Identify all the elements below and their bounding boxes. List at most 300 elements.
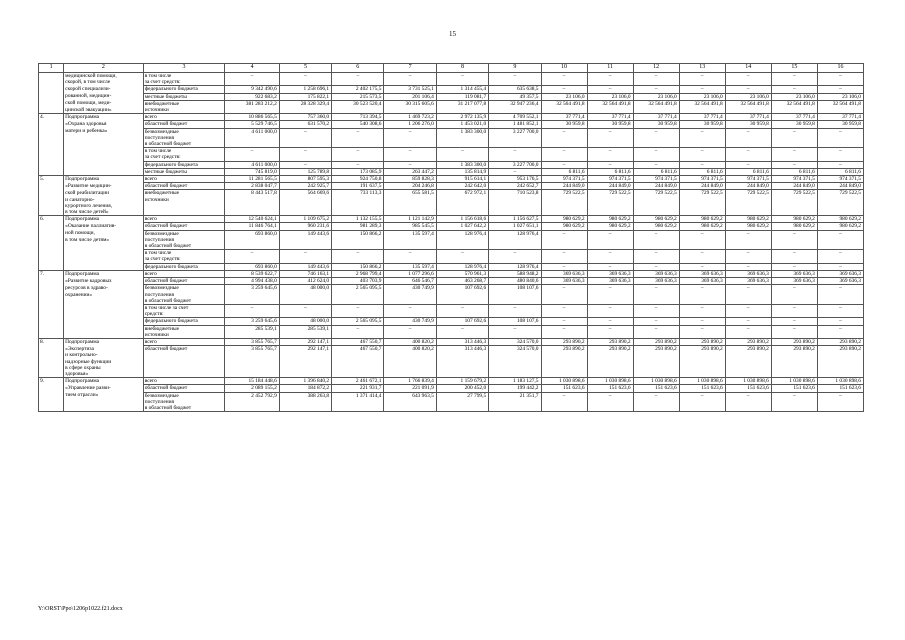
amount-cell: 467 550,7: [332, 338, 384, 345]
table-row: [39, 332, 864, 339]
amount-cell: 953 176,5: [489, 176, 541, 183]
amount-cell: 30 959,8: [725, 121, 771, 128]
amount-cell: 324 570,0: [489, 338, 541, 345]
amount-cell: 1 156 618,6: [436, 216, 488, 223]
program-name-cell: медицинской помощи,: [64, 73, 144, 80]
amount-cell: –: [279, 128, 331, 135]
amount-cell: –: [332, 128, 384, 135]
table-row: [39, 141, 864, 148]
amount-cell: –: [817, 318, 863, 325]
amount-cell: [436, 141, 488, 148]
amount-cell: [633, 154, 679, 161]
amount-cell: –: [384, 148, 436, 155]
amount-cell: [332, 332, 384, 339]
amount-cell: 199 442,2: [489, 385, 541, 392]
amount-cell: 21 351,7: [489, 392, 541, 399]
table-row: [39, 128, 864, 135]
amount-cell: –: [436, 73, 488, 80]
amount-cell: [771, 209, 817, 216]
amount-cell: 369 636,3: [541, 278, 587, 285]
amount-cell: –: [436, 325, 488, 332]
program-name-cell: матери и ребенка»: [64, 128, 144, 135]
amount-cell: [817, 154, 863, 161]
funding-source-cell: местные бюджеты: [143, 93, 225, 100]
amount-cell: 292 147,1: [279, 346, 331, 353]
program-number-cell: [39, 304, 64, 311]
amount-cell: –: [633, 128, 679, 135]
program-number-cell: [39, 298, 64, 305]
amount-cell: –: [587, 128, 633, 135]
amount-cell: [725, 141, 771, 148]
program-number-cell: [39, 371, 64, 378]
funding-source-cell: всего: [143, 338, 225, 345]
amount-cell: 293 890,2: [771, 346, 817, 353]
amount-cell: –: [332, 73, 384, 80]
amount-cell: 23 106,0: [817, 93, 863, 100]
funding-source-cell: в том числе: [143, 250, 225, 257]
amount-cell: [225, 154, 279, 161]
amount-cell: –: [771, 73, 817, 80]
amount-cell: –: [771, 392, 817, 399]
amount-cell: [725, 154, 771, 161]
amount-cell: [633, 371, 679, 378]
amount-cell: –: [817, 148, 863, 155]
amount-cell: [541, 209, 587, 216]
program-name-cell: ской реабилитации: [64, 190, 144, 197]
amount-cell: 729 522,5: [587, 190, 633, 197]
funding-source-cell: в том числе: [143, 73, 225, 80]
program-name-cell: [64, 141, 144, 148]
table-row: [39, 183, 864, 190]
amount-cell: [225, 107, 279, 114]
amount-cell: 807 595,3: [279, 176, 331, 183]
funding-source-cell: поступления: [143, 399, 225, 405]
funding-source-cell: в том числе: [143, 148, 225, 155]
amount-cell: 293 890,2: [633, 338, 679, 345]
amount-cell: 128 976,4: [489, 230, 541, 237]
column-number-cell: 11: [587, 64, 633, 73]
program-name-cell: [64, 161, 144, 168]
funding-source-cell: [143, 371, 225, 378]
amount-cell: [679, 256, 725, 263]
amount-cell: 974 371,5: [633, 176, 679, 183]
amount-cell: –: [725, 263, 771, 270]
program-number-cell: 8.: [39, 338, 64, 345]
amount-cell: 242 925,7: [279, 183, 331, 190]
amount-cell: 980 629,2: [725, 216, 771, 223]
funding-source-cell: в том числе за счет: [143, 304, 225, 311]
amount-cell: –: [587, 86, 633, 93]
program-number-cell: [39, 168, 64, 175]
amount-cell: 974 371,5: [771, 176, 817, 183]
amount-cell: –: [679, 73, 725, 80]
column-number-cell: 4: [225, 64, 279, 73]
amount-cell: [384, 141, 436, 148]
amount-cell: –: [679, 304, 725, 311]
amount-cell: 6 811,6: [633, 168, 679, 175]
amount-cell: 713 394,5: [332, 114, 384, 121]
funding-source-cell: в областной бюджет: [143, 405, 225, 412]
amount-cell: 6 811,6: [817, 168, 863, 175]
amount-cell: 12 540 624,1: [225, 216, 279, 223]
amount-cell: 150 866,2: [332, 263, 384, 270]
amount-cell: 242 642,0: [436, 183, 488, 190]
amount-cell: [279, 311, 331, 318]
amount-cell: 467 550,7: [332, 346, 384, 353]
amount-cell: –: [679, 148, 725, 155]
amount-cell: [332, 371, 384, 378]
amount-cell: 23 106,0: [679, 93, 725, 100]
amount-cell: 293 890,2: [541, 346, 587, 353]
amount-cell: –: [541, 285, 587, 292]
amount-cell: 693 860,0: [225, 230, 279, 237]
column-number-cell: 7: [384, 64, 436, 73]
amount-cell: 1 077 296,6: [384, 270, 436, 277]
amount-cell: 150 866,2: [332, 230, 384, 237]
amount-cell: 3 855 765,7: [225, 346, 279, 353]
column-number-cell: 9: [489, 64, 541, 73]
amount-cell: [489, 405, 541, 412]
amount-cell: 293 890,2: [679, 346, 725, 353]
amount-cell: [541, 332, 587, 339]
program-name-cell: «Развитие медицин-: [64, 183, 144, 190]
amount-cell: 30 959,8: [541, 121, 587, 128]
table-row: [39, 190, 864, 197]
amount-cell: 119 081,7: [436, 93, 488, 100]
amount-cell: 672 972,1: [436, 190, 488, 197]
amount-cell: 480 840,6: [489, 278, 541, 285]
amount-cell: 729 522,5: [633, 190, 679, 197]
amount-cell: [279, 371, 331, 378]
amount-cell: 974 371,5: [725, 176, 771, 183]
amount-cell: –: [633, 318, 679, 325]
funding-source-cell: внебюджетные: [143, 100, 225, 107]
program-number-cell: [39, 285, 64, 292]
amount-cell: 369 636,3: [771, 270, 817, 277]
amount-cell: [332, 298, 384, 305]
amount-cell: –: [633, 148, 679, 155]
amount-cell: –: [436, 304, 488, 311]
amount-cell: 30 315 605,6: [384, 100, 436, 107]
amount-cell: –: [679, 263, 725, 270]
amount-cell: 980 629,2: [817, 216, 863, 223]
amount-cell: –: [679, 230, 725, 237]
amount-cell: 244 849,0: [679, 183, 725, 190]
amount-cell: 30 959,8: [587, 121, 633, 128]
amount-cell: [633, 311, 679, 318]
amount-cell: –: [679, 250, 725, 257]
amount-cell: –: [633, 86, 679, 93]
amount-cell: [633, 79, 679, 86]
amount-cell: –: [384, 161, 436, 168]
amount-cell: –: [679, 128, 725, 135]
amount-cell: [817, 298, 863, 305]
amount-cell: [279, 243, 331, 250]
amount-cell: 400 820,2: [384, 346, 436, 353]
amount-cell: 8 539 622,7: [225, 270, 279, 277]
amount-cell: 37 771,4: [541, 114, 587, 121]
program-number-cell: [39, 278, 64, 285]
program-name-cell: в том числе детей»: [64, 209, 144, 216]
program-name-cell: [64, 405, 144, 412]
amount-cell: [679, 141, 725, 148]
program-number-cell: [39, 318, 64, 325]
amount-cell: –: [725, 148, 771, 155]
amount-cell: –: [633, 250, 679, 257]
amount-cell: 184 872,2: [279, 385, 331, 392]
program-number-cell: 9.: [39, 378, 64, 385]
funding-source-cell: всего: [143, 176, 225, 183]
funding-source-cell: федерального бюджета: [143, 86, 225, 93]
amount-cell: [587, 79, 633, 86]
funding-source-cell: областной бюджет: [143, 385, 225, 392]
amount-cell: –: [279, 161, 331, 168]
amount-cell: –: [725, 73, 771, 80]
program-name-cell: Подпрограмма: [64, 270, 144, 277]
amount-cell: 1 469 723,2: [384, 114, 436, 121]
program-name-cell: ской помощи, меди-: [64, 100, 144, 107]
program-name-cell: [64, 325, 144, 332]
amount-cell: [771, 79, 817, 86]
funding-source-cell: областной бюджет: [143, 121, 225, 128]
amount-cell: [489, 311, 541, 318]
amount-cell: –: [679, 86, 725, 93]
amount-cell: 369 636,3: [587, 270, 633, 277]
amount-cell: [541, 405, 587, 412]
amount-cell: –: [725, 128, 771, 135]
program-number-cell: [39, 230, 64, 237]
amount-cell: 980 629,2: [633, 216, 679, 223]
amount-cell: 8 443 517,8: [225, 190, 279, 197]
amount-cell: [587, 209, 633, 216]
funding-source-cell: областной бюджет: [143, 183, 225, 190]
amount-cell: 37 771,4: [587, 114, 633, 121]
amount-cell: [225, 332, 279, 339]
table-row: [39, 346, 864, 353]
amount-cell: [279, 256, 331, 263]
amount-cell: 710 523,8: [489, 190, 541, 197]
amount-cell: –: [725, 285, 771, 292]
funding-source-cell: за счет средств:: [143, 79, 225, 86]
amount-cell: –: [587, 318, 633, 325]
funding-source-cell: поступления: [143, 292, 225, 298]
amount-cell: [771, 154, 817, 161]
program-name-cell: «Охрана здоровья: [64, 121, 144, 128]
amount-cell: 4 709 552,1: [489, 114, 541, 121]
amount-cell: 980 629,2: [725, 223, 771, 230]
amount-cell: [679, 332, 725, 339]
amount-cell: 244 849,0: [725, 183, 771, 190]
program-name-cell: ресурсов в здраво-: [64, 285, 144, 292]
amount-cell: –: [633, 161, 679, 168]
amount-cell: 293 890,2: [725, 338, 771, 345]
amount-cell: 4 994 438,0: [225, 278, 279, 285]
amount-cell: 430 749,9: [384, 318, 436, 325]
amount-cell: 244 849,0: [541, 183, 587, 190]
amount-cell: 1 030 898,6: [817, 378, 863, 385]
amount-cell: 244 849,0: [771, 183, 817, 190]
amount-cell: [332, 405, 384, 412]
amount-cell: 23 106,0: [725, 93, 771, 100]
program-name-cell: скорой, в том числе: [64, 79, 144, 86]
amount-cell: [384, 107, 436, 114]
table-row: [39, 256, 864, 263]
amount-cell: –: [225, 304, 279, 311]
amount-cell: –: [817, 73, 863, 80]
amount-cell: [332, 256, 384, 263]
program-number-cell: [39, 79, 64, 86]
program-number-cell: [39, 346, 64, 353]
amount-cell: [225, 209, 279, 216]
program-number-cell: [39, 263, 64, 270]
amount-cell: 369 636,3: [633, 278, 679, 285]
program-number-cell: [39, 183, 64, 190]
amount-cell: 31 217 077,8: [436, 100, 488, 107]
amount-cell: –: [541, 128, 587, 135]
funding-source-cell: местные бюджеты: [143, 168, 225, 175]
amount-cell: –: [725, 392, 771, 399]
amount-cell: 23 106,0: [587, 93, 633, 100]
amount-cell: [771, 107, 817, 114]
amount-cell: 369 636,3: [771, 278, 817, 285]
program-number-cell: [39, 93, 64, 100]
amount-cell: [725, 332, 771, 339]
program-name-cell: [64, 154, 144, 161]
amount-cell: [771, 371, 817, 378]
table-row: [39, 371, 864, 378]
amount-cell: –: [817, 250, 863, 257]
program-number-cell: [39, 154, 64, 161]
amount-cell: 285 539,1: [279, 325, 331, 332]
table-row: [39, 338, 864, 345]
amount-cell: [436, 209, 488, 216]
amount-cell: 48 000,0: [279, 285, 331, 292]
funding-source-cell: федерального бюджета: [143, 318, 225, 325]
amount-cell: –: [225, 73, 279, 80]
program-number-cell: [39, 86, 64, 93]
amount-cell: 293 890,2: [817, 338, 863, 345]
amount-cell: –: [817, 230, 863, 237]
amount-cell: [279, 107, 331, 114]
program-number-cell: [39, 325, 64, 332]
amount-cell: 293 890,2: [587, 346, 633, 353]
amount-cell: [817, 209, 863, 216]
amount-cell: 430 749,9: [384, 285, 436, 292]
funding-source-cell: федерального бюджета: [143, 161, 225, 168]
amount-cell: –: [633, 263, 679, 270]
amount-cell: [489, 141, 541, 148]
amount-cell: 974 371,5: [541, 176, 587, 183]
table-row: [39, 278, 864, 285]
funding-source-cell: источники: [143, 197, 225, 203]
amount-cell: 1 183 127,5: [489, 378, 541, 385]
amount-cell: –: [725, 250, 771, 257]
amount-cell: –: [771, 86, 817, 93]
amount-cell: [332, 141, 384, 148]
amount-cell: [436, 243, 488, 250]
amount-cell: [225, 298, 279, 305]
amount-cell: 107 692,6: [436, 318, 488, 325]
amount-cell: –: [633, 304, 679, 311]
program-name-cell: тием отрасли»: [64, 392, 144, 399]
amount-cell: 729 522,5: [679, 190, 725, 197]
funding-source-cell: поступления: [143, 237, 225, 243]
program-name-cell: и санаторно-: [64, 197, 144, 203]
column-number-cell: 5: [279, 64, 331, 73]
amount-cell: 11 846 764,1: [225, 223, 279, 230]
amount-cell: [587, 298, 633, 305]
funding-source-cell: безвозмездные: [143, 392, 225, 399]
table-row: [39, 176, 864, 183]
program-name-cell: [64, 243, 144, 250]
amount-cell: [771, 405, 817, 412]
amount-cell: [587, 154, 633, 161]
amount-cell: 135 597,4: [384, 263, 436, 270]
amount-cell: 1 766 839,4: [384, 378, 436, 385]
amount-cell: –: [817, 304, 863, 311]
table-row: [39, 243, 864, 250]
amount-cell: –: [817, 161, 863, 168]
amount-cell: [587, 141, 633, 148]
amount-cell: 2 838 047,7: [225, 183, 279, 190]
column-number-cell: 1: [39, 64, 64, 73]
amount-cell: [384, 154, 436, 161]
amount-cell: 128 976,4: [436, 230, 488, 237]
amount-cell: –: [541, 263, 587, 270]
amount-cell: [587, 371, 633, 378]
amount-cell: 980 629,2: [771, 216, 817, 223]
amount-cell: 151 623,6: [679, 385, 725, 392]
amount-cell: 293 890,2: [633, 346, 679, 353]
amount-cell: 37 771,4: [679, 114, 725, 121]
amount-cell: –: [587, 250, 633, 257]
amount-cell: 655 581,5: [384, 190, 436, 197]
amount-cell: 1 030 898,6: [679, 378, 725, 385]
program-number-cell: [39, 121, 64, 128]
amount-cell: –: [541, 148, 587, 155]
amount-cell: 292 147,1: [279, 338, 331, 345]
amount-cell: 745 819,0: [225, 168, 279, 175]
amount-cell: 369 636,3: [541, 270, 587, 277]
amount-cell: 32 947 236,4: [489, 100, 541, 107]
amount-cell: –: [541, 230, 587, 237]
amount-cell: 980 629,2: [817, 223, 863, 230]
amount-cell: 151 623,6: [771, 385, 817, 392]
amount-cell: 128 976,4: [489, 263, 541, 270]
amount-cell: –: [771, 128, 817, 135]
document-path-footer: Y:\ORST\Ppo\1206p1022.f21.docx: [38, 606, 123, 612]
amount-cell: –: [633, 230, 679, 237]
amount-cell: 28 328 329,4: [279, 100, 331, 107]
amount-cell: [633, 243, 679, 250]
funding-source-cell: [143, 209, 225, 216]
amount-cell: 960 231,6: [279, 223, 331, 230]
amount-cell: [541, 141, 587, 148]
amount-cell: 244 849,0: [587, 183, 633, 190]
program-number-cell: [39, 161, 64, 168]
program-name-cell: охранении»: [64, 292, 144, 298]
amount-cell: –: [541, 325, 587, 332]
amount-cell: 1 371 414,4: [332, 392, 384, 399]
program-name-cell: «Оказание паллиатив-: [64, 223, 144, 230]
table-row: [39, 298, 864, 305]
program-name-cell: [64, 168, 144, 175]
funding-source-cell: поступления: [143, 135, 225, 141]
amount-cell: [279, 298, 331, 305]
amount-cell: [817, 332, 863, 339]
amount-cell: 293 890,2: [541, 338, 587, 345]
amount-cell: 293 890,2: [725, 346, 771, 353]
